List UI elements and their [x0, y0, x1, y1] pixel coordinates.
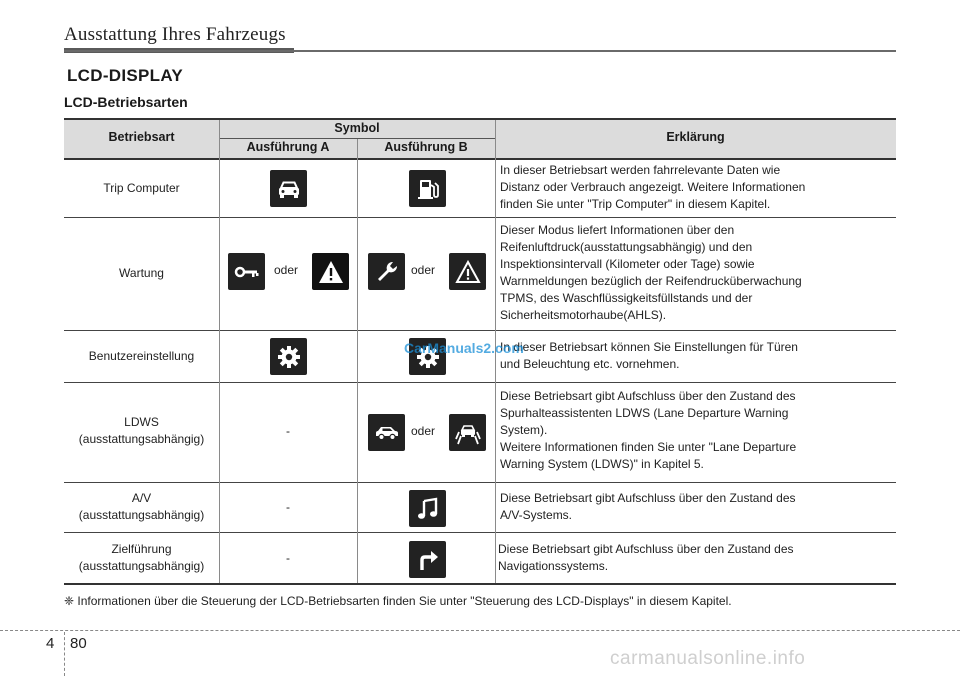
- turn-right-arrow-icon: [409, 541, 446, 578]
- chapter-number: 4: [46, 635, 55, 652]
- section-title: LCD-DISPLAY: [67, 66, 184, 85]
- chapter-title: Ausstattung Ihres Fahrzeugs: [64, 24, 286, 45]
- watermark-carmanualsonline: carmanualsonline.info: [610, 648, 806, 669]
- table-header-rule: [64, 158, 896, 160]
- mode-ldws: LDWS (ausstattungsabhängig): [78, 415, 205, 446]
- header-explanation: Erklärung: [666, 130, 725, 144]
- col-divider-2: [357, 139, 358, 583]
- footer-divider: [64, 632, 65, 676]
- navigation-type-a-dash: -: [286, 551, 290, 565]
- chapter-divider: [64, 50, 896, 52]
- mode-navigation: Zielführung (ausstattungsabhängig): [78, 542, 205, 573]
- gear-icon: [270, 338, 307, 375]
- header-symbol: Symbol: [334, 121, 380, 135]
- header-mode: Betriebsart: [108, 130, 175, 144]
- mode-trip-computer: Trip Computer: [103, 181, 180, 195]
- explanation-maintenance: Dieser Modus liefert Informationen über den Reifenluftdruck(ausstattungsabhängig) und den Inspektionsintervall (Kilometer oder Tage) sowie Warnmeldungen bezüglich der Reifendrucküberwachung TPMS, des Waschflüssigkeitsfüllstands und der Sicherheitsmotorhaube(AHLS).: [500, 223, 802, 322]
- row-rule-2: [64, 330, 896, 331]
- explanation-navigation: Diese Betriebsart gibt Aufschluss über den Zustand des Navigationssystems.: [498, 542, 794, 573]
- table-bottom-rule: [64, 583, 896, 585]
- car-side-icon: [368, 414, 405, 451]
- or-label: oder: [411, 263, 436, 277]
- row-rule-1: [64, 217, 896, 218]
- row-rule-5: [64, 532, 896, 533]
- row-rule-3: [64, 382, 896, 383]
- wrench-icon: [228, 253, 265, 290]
- wrench-icon: [368, 253, 405, 290]
- table-top-rule: [64, 118, 896, 120]
- page-number: 80: [70, 635, 87, 652]
- mode-maintenance: Wartung: [119, 266, 164, 280]
- lane-departure-icon: [449, 414, 486, 451]
- fuel-pump-icon: [409, 170, 446, 207]
- explanation-av: Diese Betriebsart gibt Aufschluss über den Zustand des A/V-Systems.: [500, 491, 796, 522]
- mode-av: A/V (ausstattungsabhängig): [78, 491, 205, 522]
- warning-triangle-icon: [312, 253, 349, 290]
- or-label: oder: [274, 263, 299, 277]
- explanation-trip-computer: In dieser Betriebsart werden fahrrelevante Daten wie Distanz oder Verbrauch angezeigt. Weitere Informationen finden Sie unter "Trip Computer" in diesem Kapitel.: [500, 163, 806, 211]
- footer-dashed-line: [0, 630, 960, 631]
- or-label: oder: [411, 424, 436, 438]
- warning-triangle-outline-icon: [449, 253, 486, 290]
- ldws-type-a-dash: -: [286, 424, 290, 438]
- car-icon: [270, 170, 307, 207]
- row-rule-4: [64, 482, 896, 483]
- explanation-user-settings: In dieser Betriebsart können Sie Einstellungen für Türen und Beleuchtung etc. vornehmen.: [500, 340, 798, 371]
- footnote: ❈ Informationen über die Steuerung der LCD-Betriebsarten finden Sie unter "Steuerung des LCD-Displays" in diesem Kapitel.: [64, 594, 732, 608]
- watermark-carmanuals2: CarManuals2.com: [404, 340, 524, 356]
- mode-user-settings: Benutzereinstellung: [88, 349, 195, 363]
- av-type-a-dash: -: [286, 500, 290, 514]
- header-type-a: Ausführung A: [246, 140, 330, 154]
- explanation-ldws: Diese Betriebsart gibt Aufschluss über den Zustand des Spurhalteassistenten LDWS (Lane Departure Warning System). Weitere Informationen finden Sie unter "Lane Departure Warning System (LDWS)" in Kapitel 5.: [500, 389, 797, 471]
- header-type-b: Ausführung B: [384, 140, 468, 154]
- music-note-icon: [409, 490, 446, 527]
- subsection-title: LCD-Betriebsarten: [64, 94, 188, 110]
